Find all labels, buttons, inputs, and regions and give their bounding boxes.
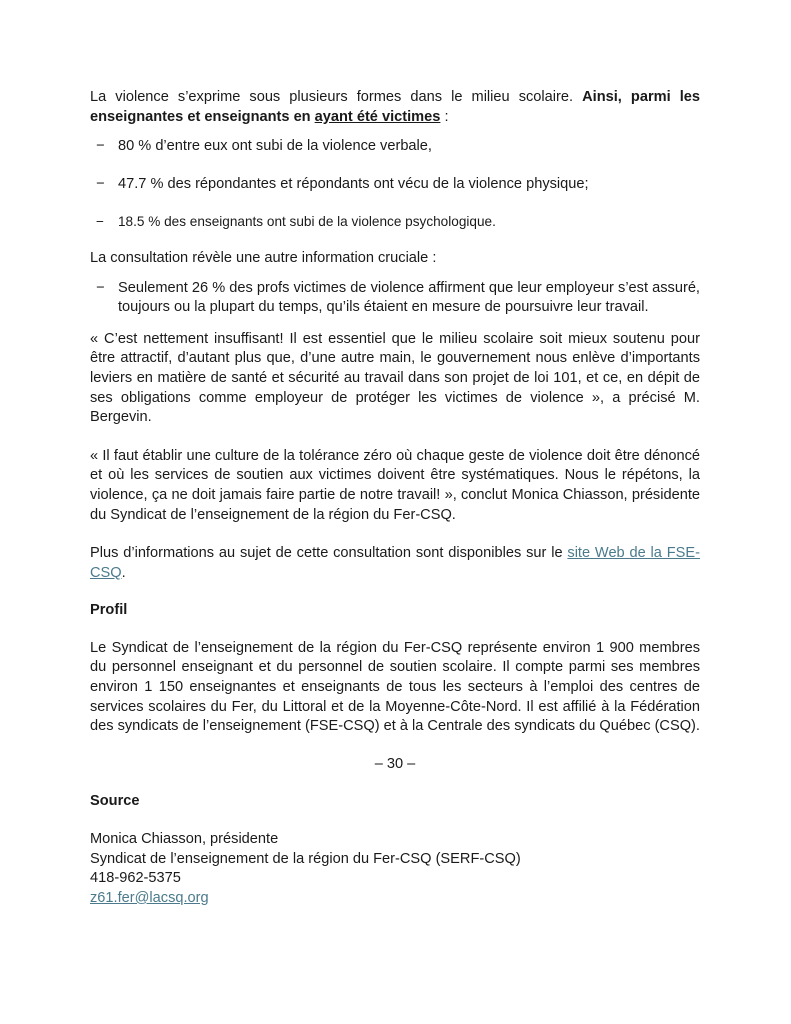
source-phone: 418-962-5375: [90, 870, 181, 887]
intro-text: La violence s’exprime sous plusieurs formes dans le milieu scolaire.: [90, 89, 583, 105]
more-info-period: .: [121, 564, 126, 581]
profil-paragraph: Le Syndicat de l’enseignement de la région du Fer-CSQ représente environ 1 900 membres du personnel enseignant et du personnel de soutien scolaire. Il compte parmi ses membres environ 1 150 enseignantes et enseignants de tous les secteurs à l’emploi des centres de services scolaires du Fer, du Littoral et de la Moyenne-Côte-Nord. Il est affilié à la Fédération des syndicats de l’enseignement (FSE-CSQ) et à la Centrale des syndicats du Québec (CSQ).: [90, 639, 700, 735]
list-item-text: 18.5 % des enseignants ont subi de la violence psychologique.: [118, 214, 496, 230]
consultation-lead: La consultation révèle une autre information cruciale :: [90, 249, 437, 266]
list-item-text: 47.7 % des répondantes et répondants ont vécu de la violence physique;: [118, 175, 589, 192]
list-item-text: Seulement 26 % des profs victimes de violence affirment que leur employeur s’est assuré, toujours ou la plupart du temps, qu’ils étaient en mesure de poursuivre leur travail.: [118, 279, 700, 316]
source-email-link[interactable]: z61.fer@lacsq.org: [90, 889, 209, 906]
end-marker: – 30 –: [374, 755, 416, 772]
dash-bullet-icon: −: [96, 175, 105, 192]
quote-bergevin: « C’est nettement insuffisant! Il est essentiel que le milieu scolaire soit mieux soutenu pour être attractif, d’autant plus que, d’une autre main, le gouvernement nous enlève d’importants leviers en matière de santé et sécurité au travail dans son projet de loi 101, et ce, en dépit de ses obligations comme employeur de protéger les victimes de violence », a précisé M. Bergevin.: [90, 330, 700, 426]
fse-csq-website-link[interactable]: site Web de la FSE-CSQ: [90, 545, 700, 581]
source-heading: Source: [90, 793, 140, 810]
intro-underlined-text: ayant été victimes: [314, 108, 441, 125]
intro-bold-text: Ainsi, parmi les enseignantes et enseignants en: [90, 89, 701, 125]
source-organization: Syndicat de l’enseignement de la région du Fer-CSQ (SERF-CSQ): [90, 850, 521, 867]
profil-heading: Profil: [90, 602, 128, 619]
list-item: [90, 279, 700, 318]
dash-bullet-icon: −: [96, 214, 104, 230]
source-contact-block: [90, 830, 700, 908]
dash-bullet-icon: −: [96, 279, 105, 296]
list-item: [90, 175, 700, 195]
dash-bullet-icon: −: [96, 138, 105, 155]
more-info-paragraph: [90, 544, 700, 583]
source-name: Monica Chiasson, présidente: [90, 831, 279, 848]
document-page: [90, 88, 700, 908]
quote-chiasson: « Il faut établir une culture de la tolérance zéro où chaque geste de violence doit être dénoncé et où les services de soutien aux victimes doivent être systématiques. Nous le répétons, la violence, ça ne doit jamais faire partie de notre travail! », conclut Monica Chiasson, présidente du Syndicat de l’enseignement de la région du Fer-CSQ.: [90, 447, 700, 523]
more-info-text: Plus d’informations au sujet de cette consultation sont disponibles sur le: [90, 545, 568, 562]
intro-colon: :: [440, 108, 449, 125]
consultation-list: [90, 279, 700, 318]
list-item-text: 80 % d’entre eux ont subi de la violence verbale,: [118, 138, 432, 155]
intro-paragraph: [90, 88, 700, 127]
list-item: [90, 212, 700, 232]
violence-stats-list: [90, 137, 700, 232]
list-item: [90, 137, 700, 157]
